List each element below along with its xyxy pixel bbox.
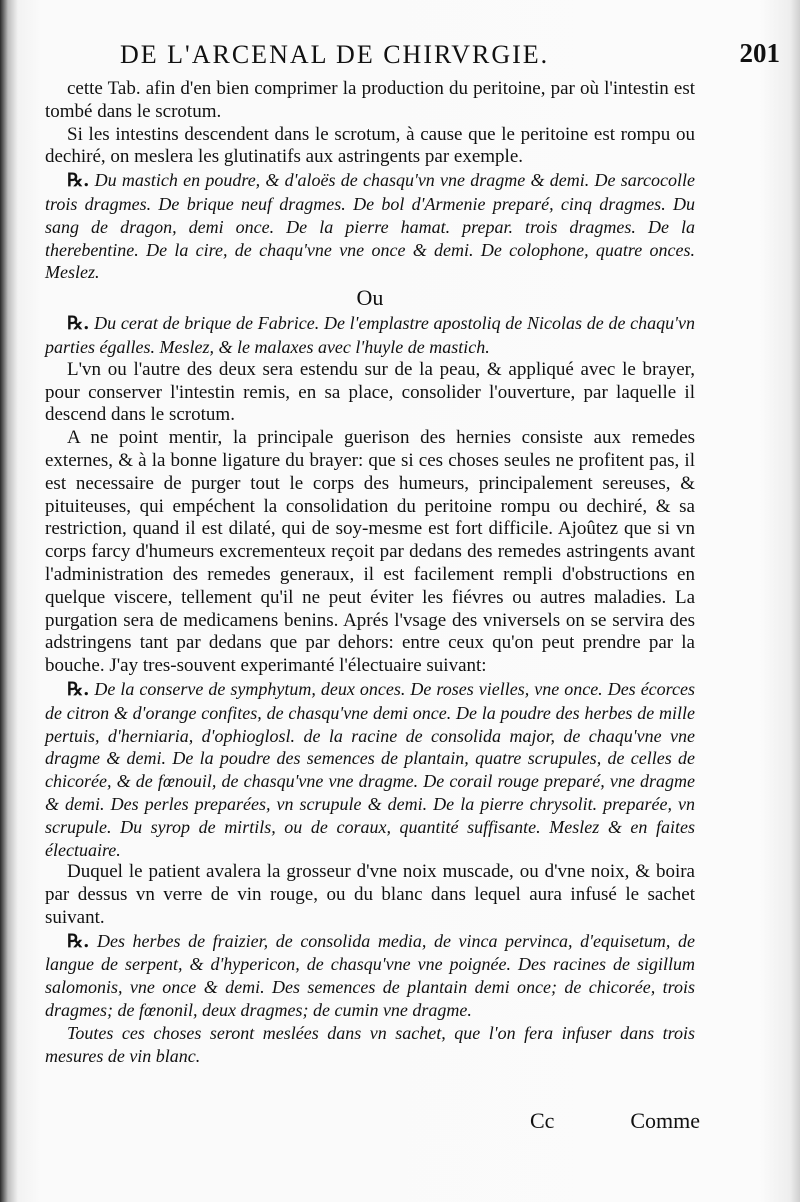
paragraph: cette Tab. afin d'en bien comprimer la production du peritoine, par où l'intestin est tombé dans le scrotum.	[45, 78, 695, 122]
paragraph: Duquel le patient avalera la grosseur d'vne noix muscade, ou d'vne noix, & boira par dessus vn verre de vin rouge, ou du blanc dans lequel aura infusé le sachet suivant.	[45, 861, 695, 928]
paragraph: A ne point mentir, la principale guerison des hernies consiste aux remedes externes, & à la bonne ligature du brayer: que si ces choses seules ne profitent pas, il est necessaire de purger tout le corps des humeurs, principalement sereuses, & pituiteuses, qui empéchent la consolidation du peritoine rompu ou dechiré, & sa restriction, quand il est dilaté, qui de soy-mesme est fort difficile. Ajoûtez que si vn corps farcy d'humeurs excrementeux reçoit par dedans des remedes astringents avant l'administration des remedes generaux, il est facilement rempli d'obstructions en quelque viscere, tellement qu'il ne peut éviter les fiévres ou autres maladies. La purgation sera de medicamens benins. Aprés l'vsage des vniversels on se servira des adstringens tant par dedans que par dehors: entre ceux qu'on peut prendre par la bouche. J'ay tres-souvent experimanté l'électuaire suivant:	[45, 427, 695, 677]
page-number: 201	[739, 38, 780, 68]
catchword: Comme	[630, 1108, 700, 1133]
recipe-text: De la conserve de symphytum, deux onces. De roses vielles, vne once. Des écorces de citron & d'orange confites, de chasqu'vne demi once. De la poudre des herbes de mille pertuis, d'herniaria, d'ophioglosl. de la racine de consolida major, de chaqu'vne vne dragme & demi. De la poudre des semences de plantain, quatre scrupules, de celles de chicorée, & de fœnouil, de chasqu'vne vne dragme. De corail rouge preparé, vne dragme & demi. Des perles preparées, vn scrupule & demi. De la pierre chrysolit. preparée, vn scrupule. Du syrop de mirtils, ou de coraux, quantité suffisante. Meslez & en faites électuaire.	[45, 678, 695, 860]
recipe-symbol: ℞.	[67, 170, 90, 192]
page-footer	[60, 1108, 700, 1138]
recipe-symbol: ℞.	[67, 313, 90, 335]
page-header	[100, 40, 780, 72]
signature-mark: Cc	[530, 1108, 555, 1133]
recipe-text: Du cerat de brique de Fabrice. De l'emplastre apostoliq de Nicolas de de chaqu'vn parties égalles. Meslez, & le malaxes avec l'huyle de mastich.	[45, 313, 696, 357]
paragraph: L'vn ou l'autre des deux sera estendu sur de la peau, & appliqué avec le brayer, pour conserver l'intestin remis, en sa place, consolider l'ouverture, par laquelle il descend dans le scrotum.	[45, 358, 695, 426]
italic-paragraph: Toutes ces choses seront meslées dans vn sachet, que l'on fera infuser dans trois mesures de vin blanc.	[45, 1022, 695, 1066]
recipe-paragraph	[45, 312, 695, 359]
recipe-text: Des herbes de fraizier, de consolida media, de vinca pervinca, d'equisetum, de langue de serpent, & d'hypericon, de chasqu'vne vne poignée. Des racines de sigillum salomonis, vne once & demi. Des semences de plantain demi once; de chicorée, trois dragmes; de fœnonil, deux dragmes; de cumin vne dragme.	[45, 930, 695, 1021]
recipe-paragraph	[45, 678, 695, 861]
recipe-text: Du mastich en poudre, & d'aloës de chasqu'vn vne dragme & demi. De sarcocolle trois dragmes. De brique neuf dragmes. De bol d'Armenie preparé, cinq dragmes. Du sang de dragon, demi once. De la pierre hamat. prepar. trois dragmes. De la therebentine. De la cire, de chaqu'vne vne once & demi. De colophone, quatre onces. Meslez.	[45, 170, 696, 283]
section-separator: Ou	[356, 285, 384, 311]
recipe-symbol: ℞.	[67, 678, 90, 700]
running-title: DE L'ARCENAL DE CHIRVRGIE.	[120, 40, 550, 69]
paragraph: Si les intestins descendent dans le scrotum, à cause que le peritoine est rompu ou dechiré, on meslera les glutinatifs aux astringents par exemple.	[45, 123, 695, 168]
recipe-paragraph	[45, 169, 695, 284]
recipe-symbol: ℞.	[67, 930, 90, 952]
page-body	[45, 78, 695, 1067]
recipe-paragraph	[45, 930, 695, 1022]
